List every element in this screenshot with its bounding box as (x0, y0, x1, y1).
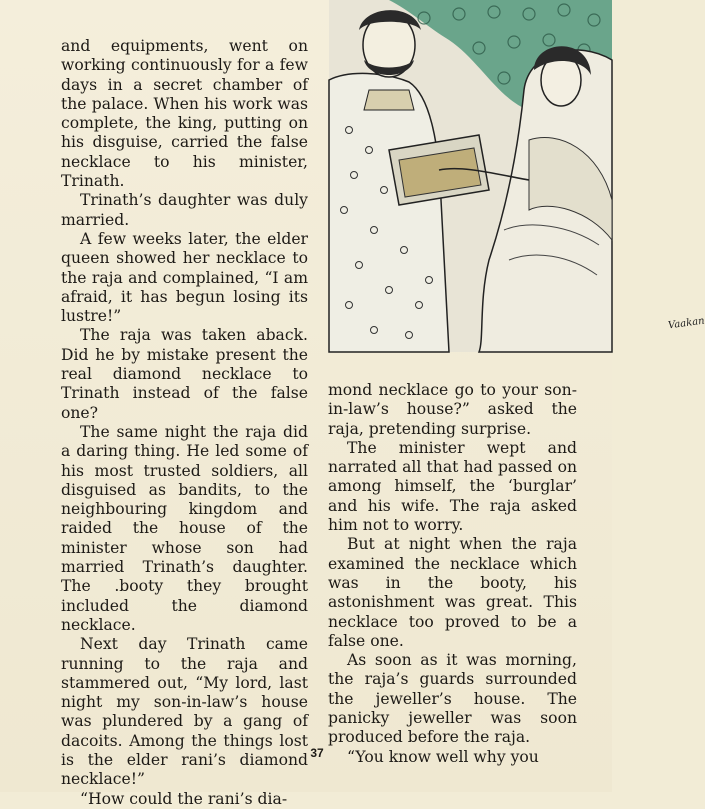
king-and-woman-illustration (329, 0, 612, 352)
right-column (328, 381, 577, 767)
illustration (329, 0, 705, 352)
page-number: 37 (310, 746, 324, 760)
paragraph: “You know well why you (347, 747, 539, 766)
paragraph: and equipments, went on working continuously for a few days in a secret chamber of the palace. When his work was complete, the king, putting on his disguise, carried the false necklace to his minister, Trinath. (61, 37, 308, 191)
paragraph: The same night the raja did a daring thing. He led some of his most trusted soldiers, all disguised as bandits, to the neighbouring kingdom and raided the house of the minister whose son had married Trinath’s daughter. The .booty they brought included the diamond necklace. (61, 422, 308, 634)
paragraph: Trinath’s daughter was duly married. (61, 191, 308, 229)
paragraph: Next day Trinath came running to the raja and stammered out, “My lord, last night my son-in-law’s house was plundered by a gang of dacoits. Among the things lost is the elder rani’s diamond necklace!” (61, 635, 308, 789)
paragraph: As soon as it was morning, the raja’s guards surrounded the jeweller’s house. The panicky jeweller was soon produced before the raja. (328, 651, 577, 747)
paragraph: The raja was taken aback. Did he by mistake present the real diamond necklace to Trinath instead of the false one? (61, 326, 308, 422)
paragraph: “How could the rani’s dia- (80, 789, 288, 808)
paragraph: mond necklace go to your son-in-law’s house?” asked the raja, pretending surprise. (328, 381, 577, 438)
paragraph: But at night when the raja examined the necklace which was in the booty, his astonishment was great. This necklace too proved to be a false one. (328, 535, 577, 650)
paragraph: A few weeks later, the elder queen showed her necklace to the raja and complained, “I am afraid, it has begun losing its lustre!” (61, 229, 308, 326)
left-column (61, 37, 308, 809)
paragraph: The minister wept and narrated all that had passed on among himself, the ‘burglar’ and his wife. The raja asked him not to worry. (328, 438, 577, 535)
artist-signature: Vaakan (667, 315, 705, 332)
